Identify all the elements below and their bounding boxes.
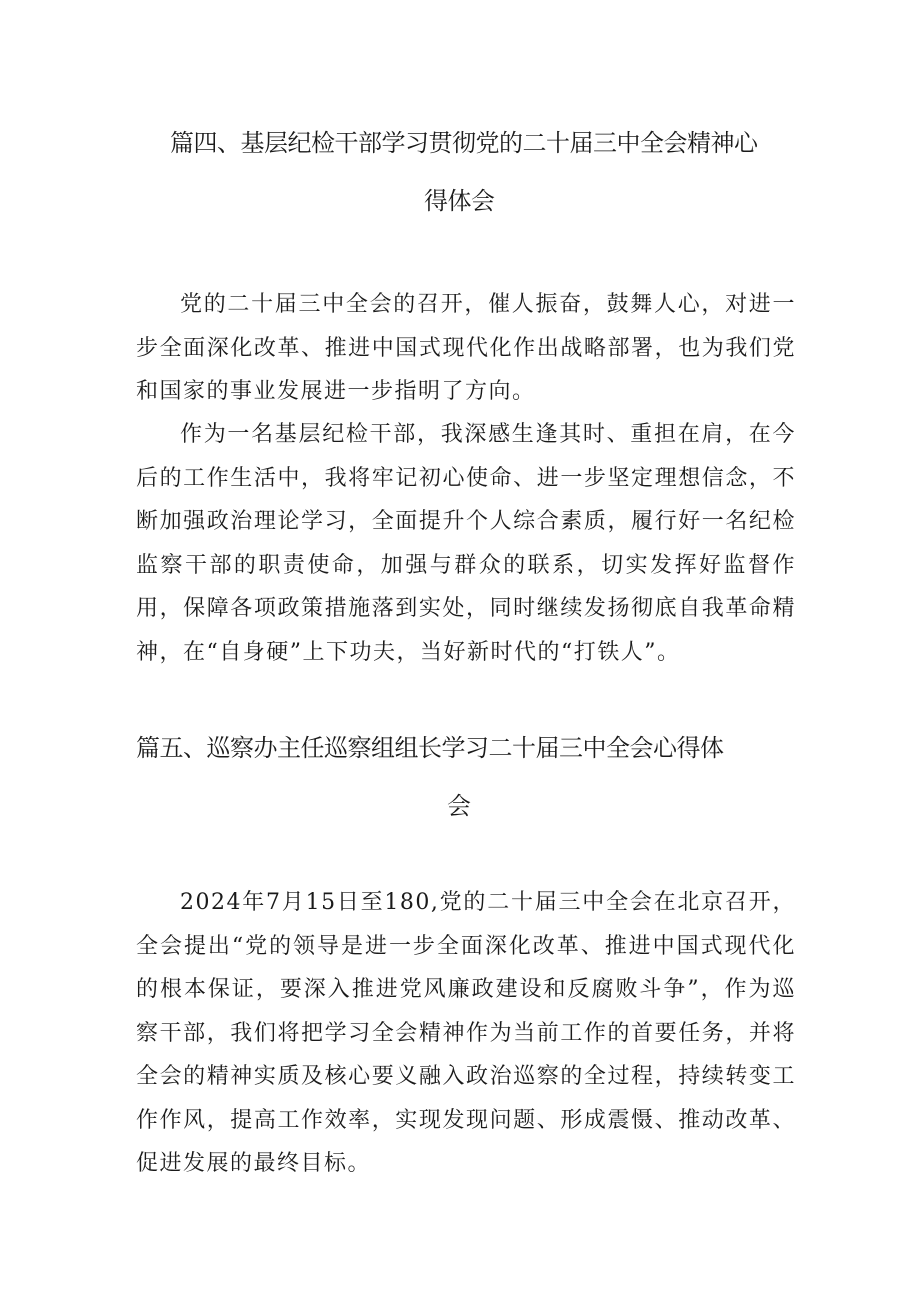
section4-title-line2: 得体会 xyxy=(424,187,495,215)
section4-paragraph-2: 作为一名基层纪检干部，我深感生逢其时、重担在肩，在今后的工作生活中，我将牢记初心使命、进一步坚定理想信念，不断加强政治理论学习，全面提升个人综合素质，履行好一名纪检监察干部的职责使命，加强与群众的联系，切实发挥好监督作用，保障各项政策措施落到实处，同时继续发扬彻底自我革命精神，在“自身硬”上下功夫，当好新时代的“打铁人”。 xyxy=(136,422,796,665)
section4-title-line1: 篇四、基层纪检干部学习贯彻党的二十届三中全会精神心 xyxy=(170,129,758,157)
section5-paragraph-1: 2024年7月15日至180,党的二十届三中全会在北京召开，全会提出“党的领导是进一步全面深化改革、推进中国式现代化的根本保证，要深入推进党风廉政建设和反腐败斗争”，作为巡察干部，我们将把学习全会精神作为当前工作的首要任务，并将全会的精神实质及核心要义融入政治巡察的全过程，持续转变工作作风，提高工作效率，实现发现问题、形成震慑、推动改革、促进发展的最终目标。 xyxy=(136,890,796,1176)
section5-title-line1: 篇五、巡察办主任巡察组组长学习二十届三中全会心得体 xyxy=(136,734,724,762)
section4-paragraph-1: 党的二十届三中全会的召开，催人振奋，鼓舞人心，对进一步全面深化改革、推进中国式现代化作出战略部署，也为我们党和国家的事业发展进一步指明了方向。 xyxy=(136,292,796,404)
section5-title-line2: 会 xyxy=(447,792,471,820)
